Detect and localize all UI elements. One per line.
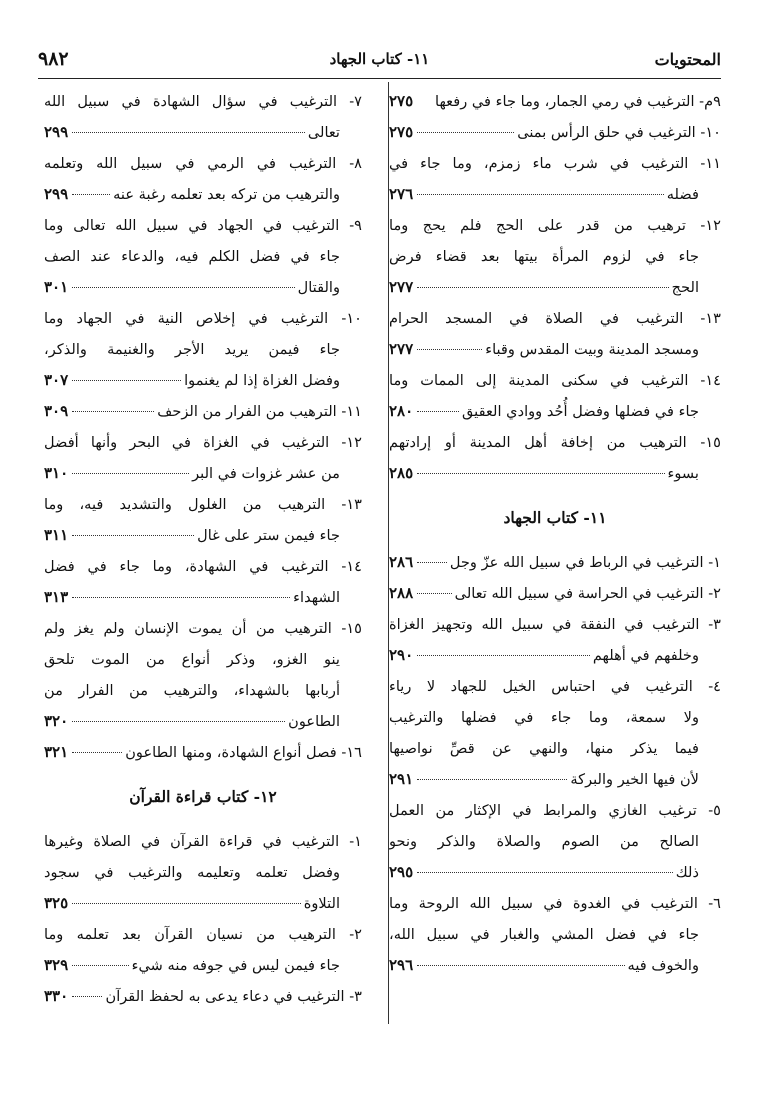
toc-line: ١٤- الترغيب في سكنى المدينة إلى الممات وما: [389, 372, 721, 389]
toc-line: [389, 578, 721, 609]
dot-leader: [72, 132, 305, 133]
dot-leader: [417, 593, 451, 594]
toc-entry-text: فضله: [666, 186, 699, 203]
toc-line: ولا سمعة، وما جاء في فضلها والترغيب: [389, 709, 699, 726]
toc-entry-text: جاء فيمن ستر على غال: [197, 527, 340, 544]
toc-line: [44, 365, 362, 396]
toc-line: الصالح من الصوم والصلاة والذكر ونحو: [389, 833, 699, 850]
dot-leader: [417, 872, 673, 873]
dot-leader: [72, 473, 189, 474]
toc-line: [389, 764, 721, 795]
toc-entry-text: بسوء: [667, 465, 699, 482]
dot-leader: [72, 752, 122, 753]
toc-line: [44, 520, 362, 551]
toc-page-number: ٢٧٦: [389, 185, 414, 203]
toc-line: ٧- الترغيب في سؤال الشهادة في سبيل الله: [44, 93, 362, 110]
toc-line: [389, 179, 721, 210]
toc-line: [389, 117, 721, 148]
dot-leader: [417, 194, 664, 195]
toc-line: ١١- الترغيب في شرب ماء زمزم، وما جاء في: [389, 155, 721, 172]
dot-leader: [72, 287, 294, 288]
toc-line: [389, 334, 721, 365]
toc-page-number: ٢٧٥: [389, 92, 414, 110]
toc-page-number: ٢٩١: [389, 770, 414, 788]
toc-line: ١٥- الترهيب من أن يموت الإنسان ولم يغز ولم: [44, 620, 362, 637]
toc-entry-text: جاء في فضلها وفضل أُحُد ووادي العقيق: [462, 403, 699, 420]
toc-line: [44, 737, 362, 768]
toc-page-number: ٢٩٥: [389, 863, 414, 881]
toc-page-number: ٢٩٦: [389, 956, 414, 974]
toc-entry-text: من عشر غزوات في البر: [192, 465, 340, 482]
toc-line: ٨- الترغيب في الرمي في سبيل الله وتعلمه: [44, 155, 362, 172]
toc-line: [389, 547, 721, 578]
left-column-lines-a: [44, 86, 362, 768]
toc-line: [389, 857, 721, 888]
toc-line: [389, 640, 721, 671]
dot-leader: [417, 965, 624, 966]
toc-page-number: ٢٨٠: [389, 402, 414, 420]
toc-entry-text: والترهيب من تركه بعد تعلمه رغبة عنه: [113, 186, 340, 203]
toc-page-number: ٣٢٩: [44, 956, 69, 974]
dot-leader: [417, 655, 590, 656]
toc-page-number: ٣١١: [44, 526, 69, 544]
toc-line: فيما يذكر منها، والنهي عن قصِّ نواصيها: [389, 740, 699, 757]
toc-entry-text: جاء فيمن ليس في جوفه منه شيء: [131, 957, 340, 974]
toc-line: [44, 458, 362, 489]
toc-entry-text: الشهداء: [293, 589, 340, 606]
toc-line: ١٢- الترغيب في الغزاة في البحر وأنها أفضل: [44, 434, 362, 451]
toc-page-number: ٣٢٠: [44, 712, 69, 730]
toc-line: [44, 179, 362, 210]
toc-entry-text: التلاوة: [303, 895, 340, 912]
toc-line: ٥- ترغيب الغازي والمرابط في الإكثار من العمل: [389, 802, 721, 819]
section-heading-quran: ١٢- كتاب قراءة القرآن: [129, 787, 277, 806]
toc-entry-text: ١٠- الترغيب في حلق الرأس بمنى: [517, 124, 721, 141]
dot-leader: [417, 411, 459, 412]
toc-line: جاء في فضل الكلم فيه، والدعاء عند الصف: [44, 248, 340, 265]
dot-leader: [72, 903, 301, 904]
toc-entry-text: والخوف فيه: [627, 957, 699, 974]
header-chapter-title: ١١- كتاب الجهاد: [329, 50, 430, 68]
dot-leader: [417, 132, 514, 133]
toc-line: [44, 117, 362, 148]
toc-line: [44, 981, 362, 1012]
toc-page-number: ٢٨٥: [389, 464, 414, 482]
left-column-lines-b: [44, 826, 362, 1012]
toc-line: ١- الترغيب في قراءة القرآن في الصلاة وغيرها: [44, 833, 362, 850]
toc-line: جاء فيمن يريد الأجر والغنيمة والذكر،: [44, 341, 340, 358]
toc-line: [44, 582, 362, 613]
dot-leader: [72, 535, 194, 536]
toc-page-number: ٢٨٨: [389, 584, 414, 602]
toc-line: ٢- الترهيب من نسيان القرآن بعد تعلمه وما: [44, 926, 362, 943]
toc-entry-text: تعالى: [307, 124, 340, 141]
right-column-lines-a: [389, 86, 721, 489]
dot-leader: [72, 597, 290, 598]
toc-entry-text: الحج: [671, 279, 699, 296]
toc-line: ١٣- الترهيب من الغلول والتشديد فيه، وما: [44, 496, 362, 513]
toc-entry-text: الطاعون: [288, 713, 340, 730]
toc-page-number: ٢٨٦: [389, 553, 414, 571]
page-number: ٩٨٢: [38, 48, 69, 70]
toc-line: ٩- الترغيب في الجهاد في سبيل الله تعالى وما: [44, 217, 362, 234]
toc-page-number: ٢٩٩: [44, 185, 69, 203]
toc-entry-text: والقتال: [297, 279, 340, 296]
dot-leader: [72, 996, 102, 997]
toc-line: [389, 458, 721, 489]
toc-line: [44, 396, 362, 427]
toc-line: ١٣- الترغيب في الصلاة في المسجد الحرام: [389, 310, 721, 327]
toc-page-number: ٢٧٥: [389, 123, 414, 141]
toc-entry-text: ٢- الترغيب في الحراسة في سبيل الله تعالى: [454, 585, 721, 602]
toc-line: ١٤- الترغيب في الشهادة، وما جاء في فضل: [44, 558, 362, 575]
toc-entry-text: ٩م- الترغيب في رمي الجمار، وما جاء في رفعها: [435, 93, 721, 110]
toc-line: [389, 950, 721, 981]
toc-line: ١٥- الترهيب من إخافة أهل المدينة أو إرادتهم: [389, 434, 721, 451]
toc-line: أربابها بالشهداء، والترهيب من الفرار من: [44, 682, 340, 699]
toc-line: [389, 272, 721, 303]
dot-leader: [72, 721, 285, 722]
toc-page-number: ٢٩٠: [389, 646, 414, 664]
toc-line: [389, 86, 721, 117]
toc-line: ١٠- الترغيب في إخلاص النية في الجهاد وما: [44, 310, 362, 327]
header-rule: [38, 78, 721, 79]
dot-leader: [417, 287, 668, 288]
toc-page-number: ٣٠٧: [44, 371, 69, 389]
toc-page-number: ٣٢١: [44, 743, 69, 761]
page-header: [38, 48, 721, 80]
toc-line: [44, 272, 362, 303]
toc-line: ٣- الترغيب في النفقة في سبيل الله وتجهيز الغزاة: [389, 616, 721, 633]
toc-page-number: ٣٠١: [44, 278, 69, 296]
toc-line: ٤- الترغيب في احتباس الخيل للجهاد لا رياء: [389, 678, 721, 695]
toc-entry-text: ١- الترغيب في الرباط في سبيل الله عزّ وجل: [449, 554, 721, 571]
toc-entry-text: ١١- الترهيب من الفرار من الزحف: [157, 403, 362, 420]
toc-entry-text: ذلك: [675, 864, 699, 881]
toc-line: ٦- الترغيب في الغدوة في سبيل الله الروحة وما: [389, 895, 721, 912]
right-column: [389, 86, 721, 981]
dot-leader: [417, 779, 567, 780]
dot-leader: [417, 349, 482, 350]
toc-entry-text: وفضل الغزاة إذا لم يغنموا: [184, 372, 340, 389]
dot-leader: [72, 965, 128, 966]
toc-line: [44, 706, 362, 737]
toc-entry-text: لأن فيها الخير والبركة: [570, 771, 699, 788]
toc-page-number: ٣٠٩: [44, 402, 69, 420]
section-heading-jihad: ١١- كتاب الجهاد: [503, 508, 607, 527]
left-column: [44, 86, 362, 1012]
toc-line: جاء في لزوم المرأة بيتها بعد قضاء فرض: [389, 248, 699, 265]
dot-leader: [417, 562, 447, 563]
toc-line: ينو الغزو، وذكر أنواع من الموت تلحق: [44, 651, 340, 668]
dot-leader: [72, 411, 154, 412]
toc-line: وفضل تعلمه وتعليمه والترغيب في سجود: [44, 864, 340, 881]
dot-leader: [72, 380, 181, 381]
toc-entry-text: ومسجد المدينة وبيت المقدس وقباء: [485, 341, 699, 358]
toc-page-number: ٣١٣: [44, 588, 69, 606]
toc-line: جاء في فضل المشي والغبار في سبيل الله،: [389, 926, 699, 943]
right-column-lines-b: [389, 547, 721, 981]
toc-line: ١٢- ترهيب من قدر على الحج فلم يحج وما: [389, 217, 721, 234]
toc-page-number: ٣١٠: [44, 464, 69, 482]
toc-entry-text: وخلفهم في أهلهم: [592, 647, 699, 664]
toc-entry-text: ٣- الترغيب في دعاء يدعى به لحفظ القرآن: [105, 988, 362, 1005]
toc-line: [44, 888, 362, 919]
header-section-title: المحتويات: [654, 50, 721, 69]
toc-page-number: ٢٧٧: [389, 278, 414, 296]
toc-page-number: ٣٣٠: [44, 987, 69, 1005]
toc-page-number: ٢٧٧: [389, 340, 414, 358]
toc-entry-text: ١٦- فصل أنواع الشهادة، ومنها الطاعون: [125, 744, 362, 761]
toc-line: [389, 396, 721, 427]
toc-page-number: ٣٢٥: [44, 894, 69, 912]
dot-leader: [417, 473, 664, 474]
toc-page-number: ٢٩٩: [44, 123, 69, 141]
dot-leader: [72, 194, 110, 195]
toc-line: [44, 950, 362, 981]
